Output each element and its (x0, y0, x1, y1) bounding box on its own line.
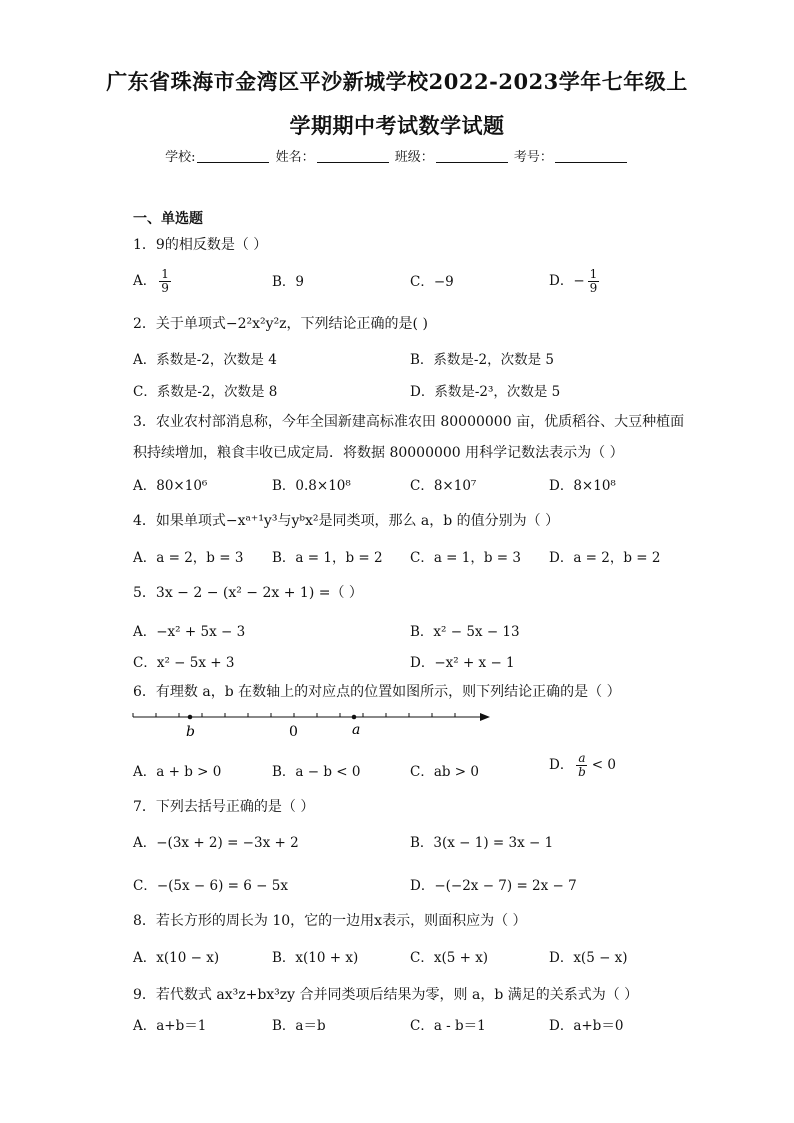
q2-option-c: C．系数是-2，次数是 8 (133, 384, 278, 400)
q5-option-b: B．x² − 5x − 13 (410, 624, 520, 640)
q8-option-d: D．x(5 − x) (549, 950, 628, 966)
q9-option-b: B．a＝b (272, 1018, 326, 1034)
number-line-arrow (480, 713, 490, 721)
q1-option-a: A． $\frac{1}{9}$ (133, 267, 169, 295)
class-label: 班级： (394, 150, 434, 165)
label-zero: 0 (289, 724, 298, 740)
q3-option-d: D．8×10⁸ (549, 478, 616, 494)
q7-option-c: C．−(5x − 6) = 6 − 5x (133, 878, 288, 894)
doc-title-line2: 学期期中考试数学试题 (289, 113, 505, 138)
number-line-figure (128, 706, 498, 742)
q5-option-c: C．x² − 5x + 3 (133, 655, 235, 671)
q8-option-c: C．x(5 + x) (410, 950, 489, 966)
q2-option-a: A．系数是-2，次数是 4 (133, 352, 277, 368)
q7-option-d: D．−(−2x − 7) = 2x − 7 (410, 878, 577, 894)
doc-title-line1: 广东省珠海市金湾区平沙新城学校2022-2023学年七年级上 (106, 69, 688, 94)
q6-option-c: C．ab > 0 (410, 764, 480, 780)
question-5-stem: 5．3x − 2 − (x² − 2x + 1) =（ ） (133, 585, 363, 601)
name-field[interactable] (317, 150, 389, 163)
q5-option-d: D．−x² + x − 1 (410, 655, 515, 671)
question-3-stem-line1: 3．农业农村部消息称，今年全国新建高标准农田 80000000 亩，优质稻谷、大豆种植面 (133, 414, 685, 430)
id-label: 考号： (513, 150, 553, 165)
class-field[interactable] (436, 150, 508, 163)
q1-option-d: D．− $\frac{1}{9}$ (549, 267, 598, 295)
q8-option-b: B．x(10 + x) (272, 950, 359, 966)
q5-option-a: A．−x² + 5x − 3 (133, 624, 246, 640)
q3-option-a: A．80×10⁶ (133, 478, 208, 494)
q6-option-a: A．a + b > 0 (133, 764, 222, 780)
school-label: 学校: (165, 150, 196, 165)
point-b (188, 715, 193, 720)
q1-option-c: C．−9 (410, 274, 454, 290)
question-6-stem: 6．有理数 a，b 在数轴上的对应点的位置如图所示，则下列结论正确的是（ ） (133, 684, 621, 700)
number-line-ticks (133, 713, 455, 717)
point-a (352, 715, 357, 720)
school-field[interactable] (197, 150, 269, 163)
q6-option-d: D． $\frac{a}{b}$ < 0 (549, 751, 616, 779)
q7-option-b: B．3(x − 1) = 3x − 1 (410, 835, 554, 851)
q4-option-d: D．a = 2，b = 2 (549, 550, 661, 566)
q8-option-a: A．x(10 − x) (133, 950, 220, 966)
q2-option-b: B．系数是-2，次数是 5 (410, 352, 554, 368)
question-2-stem: 2．关于单项式−2²x²y²z，下列结论正确的是( ) (133, 316, 428, 332)
question-4-stem: 4．如果单项式−xᵃ⁺¹y³与yᵇx²是同类项，那么 a，b 的值分别为（ ） (133, 513, 560, 529)
q1-option-b: B．9 (272, 274, 305, 290)
q9-option-d: D．a+b＝0 (549, 1018, 624, 1034)
q3-option-b: B．0.8×10⁸ (272, 478, 351, 494)
label-a: a (352, 722, 361, 738)
q7-option-a: A．−(3x + 2) = −3x + 2 (133, 835, 299, 851)
q4-option-c: C．a = 1，b = 3 (410, 550, 521, 566)
name-label: 姓名： (275, 150, 315, 165)
q2-option-d: D．系数是-2³，次数是 5 (410, 384, 561, 400)
q4-option-b: B．a = 1，b = 2 (272, 550, 383, 566)
q3-option-c: C．8×10⁷ (410, 478, 477, 494)
question-9-stem: 9．若代数式 ax³z+bx³zy 合并同类项后结果为零，则 a，b 满足的关系式为（ ） (133, 987, 639, 1003)
label-b: b (186, 724, 195, 740)
q4-option-a: A．a = 2，b = 3 (133, 550, 244, 566)
id-field[interactable] (555, 150, 627, 163)
q6-option-b: B．a − b < 0 (272, 764, 361, 780)
question-8-stem: 8．若长方形的周长为 10，它的一边用x表示，则面积应为（ ） (133, 913, 527, 929)
q9-option-c: C．a - b＝1 (410, 1018, 486, 1034)
q9-option-a: A．a+b＝1 (133, 1018, 207, 1034)
student-info-row (0, 146, 794, 165)
question-3-stem-line2: 积持续增加，粮食丰收已成定局．将数据 80000000 用科学记数法表示为（ ） (133, 445, 624, 461)
question-7-stem: 7．下列去括号正确的是（ ） (133, 799, 315, 815)
section-heading: 一、单选题 (133, 211, 203, 227)
question-1-stem: 1．9的相反数是（ ） (133, 237, 268, 253)
